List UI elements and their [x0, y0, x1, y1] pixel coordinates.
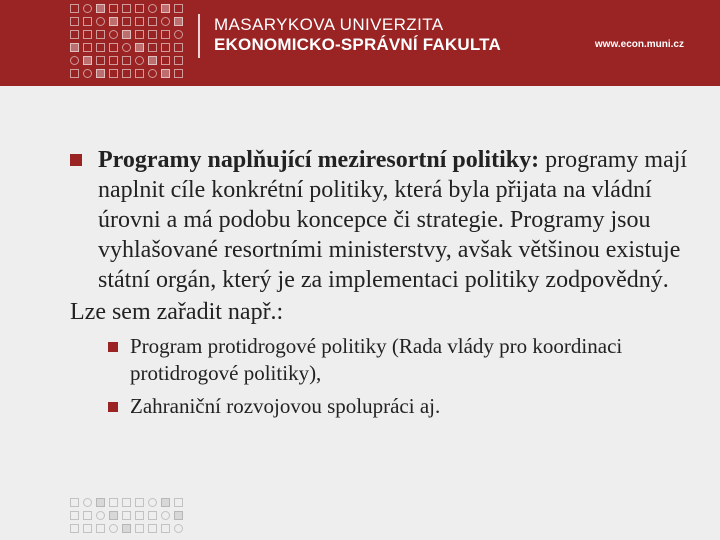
- logo-glyph-cell: [161, 56, 170, 65]
- logo-glyph-cell: [109, 524, 118, 533]
- logo-glyph-cell: [135, 498, 144, 507]
- square-bullet-icon: [108, 342, 118, 352]
- logo-glyph-cell: [148, 524, 157, 533]
- logo-glyph-cell: [122, 69, 131, 78]
- website-url: www.econ.muni.cz: [594, 39, 684, 50]
- logo-glyph-cell: [96, 524, 105, 533]
- logo-glyph-cell: [122, 4, 131, 13]
- logo-glyph-cell: [70, 56, 79, 65]
- logo-glyph-cell: [161, 511, 170, 520]
- logo-glyph-cell: [83, 4, 92, 13]
- logo-glyph-cell: [148, 498, 157, 507]
- logo-glyph-pattern: [70, 4, 188, 82]
- slide-content: [70, 145, 690, 420]
- logo-glyph-cell: [83, 56, 92, 65]
- university-name: MASARYKOVA UNIVERZITA: [214, 15, 444, 34]
- logo-glyph-cell: [135, 524, 144, 533]
- logo-glyph-cell: [161, 30, 170, 39]
- logo-glyph-cell: [83, 17, 92, 26]
- logo-glyph-cell: [135, 69, 144, 78]
- logo-glyph-cell: [83, 498, 92, 507]
- logo-glyph-cell: [148, 511, 157, 520]
- logo-glyph-cell: [122, 56, 131, 65]
- logo-glyph-cell: [122, 498, 131, 507]
- logo-glyph-cell: [161, 498, 170, 507]
- logo-glyph-cell: [161, 524, 170, 533]
- bullet-text: programy mají naplnit cíle konkrétní politiky, která byla přijata na vládní úrovni a má podobu koncepce či strategie. Programy jsou vyhlašované resortními ministerstvy, avšak většinou existuje státní orgán, který je za implementaci politiky zodpovědný.: [98, 147, 688, 293]
- square-bullet-icon: [108, 402, 118, 412]
- sub-bullet-text: Program protidrogové politiky (Rada vlády pro koordinaci protidrogové politiky),: [130, 334, 623, 385]
- logo-glyph-cell: [174, 43, 183, 52]
- logo-glyph-cell: [70, 498, 79, 507]
- logo-glyph-cell: [109, 56, 118, 65]
- sub-bullet-item: [108, 393, 690, 420]
- logo-glyph-cell: [148, 30, 157, 39]
- logo-glyph-cell: [109, 511, 118, 520]
- examples-intro: Lze sem zařadit např.:: [70, 299, 284, 325]
- logo-glyph-cell: [174, 30, 183, 39]
- logo-glyph-cell: [83, 30, 92, 39]
- logo-glyph-cell: [109, 43, 118, 52]
- logo-glyph-cell: [161, 43, 170, 52]
- logo-glyph-cell: [83, 43, 92, 52]
- logo-glyph-cell: [109, 69, 118, 78]
- logo-glyph-cell: [135, 511, 144, 520]
- logo-glyph-cell: [148, 43, 157, 52]
- logo-glyph-cell: [148, 69, 157, 78]
- logo-glyph-cell: [96, 43, 105, 52]
- logo-glyph-cell: [96, 69, 105, 78]
- logo-glyph-cell: [122, 511, 131, 520]
- logo-glyph-cell: [96, 17, 105, 26]
- header-divider: [198, 14, 200, 58]
- logo-glyph-cell: [174, 4, 183, 13]
- logo-glyph-cell: [174, 56, 183, 65]
- logo-glyph-cell: [70, 524, 79, 533]
- logo-glyph-cell: [109, 4, 118, 13]
- logo-glyph-cell: [96, 498, 105, 507]
- logo-glyph-cell: [135, 43, 144, 52]
- logo-glyph-cell: [122, 43, 131, 52]
- logo-glyph-cell: [96, 56, 105, 65]
- logo-glyph-cell: [96, 4, 105, 13]
- logo-glyph-cell: [174, 498, 183, 507]
- logo-glyph-cell: [174, 17, 183, 26]
- sub-bullet-text: Zahraniční rozvojovou spolupráci aj.: [130, 394, 441, 418]
- logo-glyph-cell: [135, 30, 144, 39]
- logo-glyph-cell: [174, 524, 183, 533]
- logo-glyph-cell: [70, 69, 79, 78]
- logo-glyph-cell: [122, 30, 131, 39]
- bullet-item-main: [70, 145, 690, 295]
- logo-glyph-cell: [70, 17, 79, 26]
- logo-glyph-cell: [109, 17, 118, 26]
- header-banner: [0, 0, 720, 86]
- logo-glyph-cell: [83, 511, 92, 520]
- logo-glyph-cell: [122, 524, 131, 533]
- logo-glyph-cell: [70, 43, 79, 52]
- logo-glyph-cell: [174, 511, 183, 520]
- logo-glyph-cell: [83, 69, 92, 78]
- faculty-name: EKONOMICKO-SPRÁVNÍ FAKULTA: [214, 35, 501, 54]
- bullet-heading: Programy naplňující meziresortní politiky:: [98, 147, 540, 173]
- logo-glyph-cell: [83, 524, 92, 533]
- logo-glyph-cell: [109, 30, 118, 39]
- logo-glyph-cell: [135, 4, 144, 13]
- logo-glyph-cell: [174, 69, 183, 78]
- logo-glyph-cell: [161, 69, 170, 78]
- logo-glyph-cell: [135, 56, 144, 65]
- logo-glyph-cell: [148, 56, 157, 65]
- logo-glyph-cell: [161, 4, 170, 13]
- logo-glyph-cell: [70, 30, 79, 39]
- logo-glyph-cell: [70, 4, 79, 13]
- square-bullet-icon: [70, 154, 82, 166]
- footer-glyph-pattern: [70, 498, 188, 538]
- logo-glyph-cell: [135, 17, 144, 26]
- logo-glyph-cell: [96, 511, 105, 520]
- sub-bullet-item: [108, 333, 690, 387]
- logo-glyph-cell: [148, 17, 157, 26]
- logo-glyph-cell: [70, 511, 79, 520]
- logo-glyph-cell: [148, 4, 157, 13]
- logo-glyph-cell: [161, 17, 170, 26]
- logo-glyph-cell: [122, 17, 131, 26]
- logo-glyph-cell: [96, 30, 105, 39]
- logo-glyph-cell: [109, 498, 118, 507]
